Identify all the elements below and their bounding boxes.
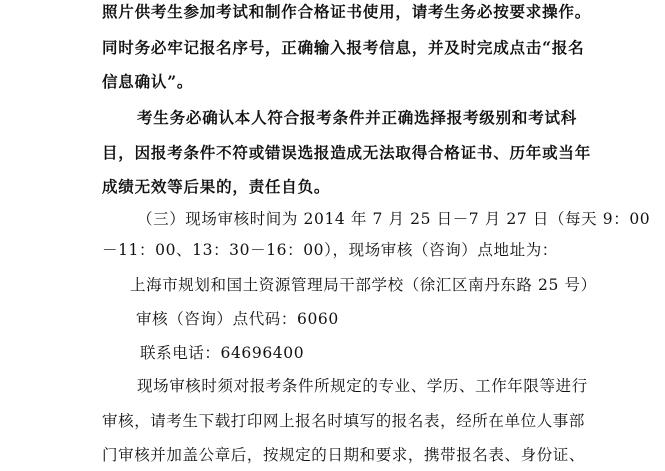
- paragraph-line-8: －11：00、13：30－16：00），现场审核（咨询）点地址为：: [102, 241, 558, 259]
- contact-phone-line: 联系电话：64696400: [140, 344, 305, 362]
- review-code-line: 审核（咨询）点代码：6060: [136, 310, 339, 328]
- paragraph-line-7: （三）现场审核时间为 2014 年 7 月 25 日－7 月 27 日（每天 9：00: [137, 210, 651, 228]
- paragraph-line-6: 成绩无效等后果的，责任自负。: [102, 177, 331, 196]
- paragraph-line-5: 目，因报考条件不符或错误选报造成无法取得合格证书、历年或当年: [102, 143, 592, 162]
- paragraph-line-2: 同时务必牢记报名序号，正确输入报考信息，并及时完成点击“报名: [102, 38, 585, 57]
- paragraph-line-13: 审核，请考生下载打印网上报名时填写的报名表，经所在单位人事部: [102, 412, 586, 430]
- paragraph-line-1: 照片供考生参加考试和制作合格证书使用，请考生务必按要求操作。: [102, 2, 592, 21]
- address-line: 上海市规划和国土资源管理局干部学校（徐汇区南丹东路 25 号）: [130, 276, 597, 294]
- paragraph-line-3: 信息确认”。: [102, 72, 194, 91]
- paragraph-line-14: 门审核并加盖公章后，按规定的日期和要求，携带报名表、身份证、: [102, 446, 586, 464]
- paragraph-line-12: 现场审核时须对报考条件所规定的专业、学历、工作年限等进行: [137, 377, 588, 395]
- paragraph-line-4: 考生务必确认本人符合报考条件并正确选择报考级别和考试科: [137, 108, 578, 127]
